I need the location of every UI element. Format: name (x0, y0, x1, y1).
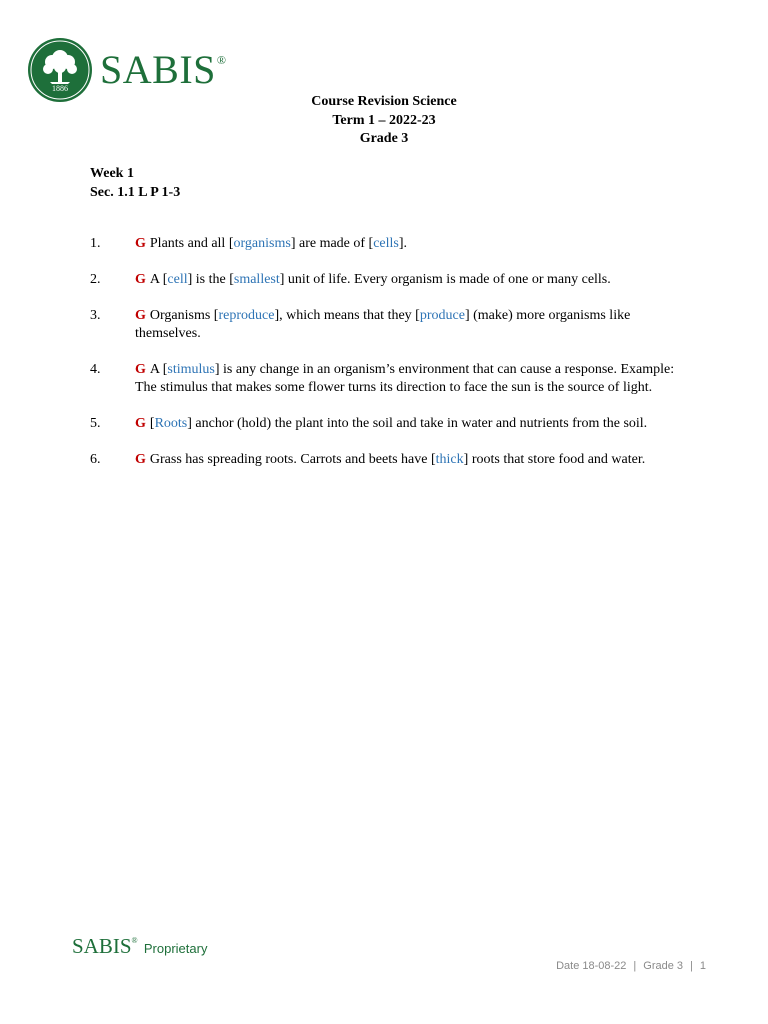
item-text: ] is the [ (187, 272, 234, 287)
item-text: A [ (149, 362, 168, 377)
section-heading (90, 164, 180, 202)
footer-separator: | (633, 960, 637, 972)
brand-name: SABIS® (100, 47, 227, 92)
list-item (90, 307, 680, 343)
item-text: Grass has spreading roots. Carrots and beets have [ (149, 452, 436, 467)
item-text: ] is any change in an organism’s environment that can cause a response. Example: The stimulus that makes some flower turns its direction to face the sun is the source of light. (135, 362, 675, 395)
item-text: ], which means that they [ (274, 308, 420, 323)
answer-word: thick (435, 452, 464, 467)
footer-grade: Grade 3 (643, 960, 684, 972)
answer-word: reproduce (218, 308, 275, 323)
item-number: 4. (90, 362, 101, 377)
footer-proprietary: Proprietary (143, 941, 208, 956)
item-text: ] unit of life. Every organism is made of one or many cells. (279, 272, 611, 287)
term-label: Term 1 – 2022-23 (332, 112, 436, 128)
footer-registered-mark: ® (131, 936, 138, 945)
answer-word: smallest (233, 272, 280, 287)
item-tag: G (135, 416, 146, 431)
item-text: ] (make) more organisms like themselves. (135, 308, 631, 341)
item-tag: G (135, 236, 146, 251)
footer-separator: | (690, 960, 693, 972)
week-label: Week 1 (90, 166, 134, 181)
item-number: 3. (90, 308, 101, 323)
item-number: 2. (90, 272, 101, 287)
registered-mark: ® (216, 53, 227, 67)
footer-brand: SABIS (72, 934, 132, 958)
revision-list (90, 235, 680, 487)
list-item (90, 271, 680, 289)
footer-meta (556, 960, 706, 972)
item-tag: G (135, 452, 146, 467)
section-label: Sec. 1.1 L P 1-3 (90, 185, 181, 200)
seal-year: 1886 (52, 84, 68, 93)
item-number: 5. (90, 416, 101, 431)
item-text: ] are made of [ (290, 236, 374, 251)
footer-date: Date 18-08-22 (556, 960, 627, 972)
item-text: Plants and all [ (149, 236, 234, 251)
list-item (90, 361, 680, 397)
item-text: ] roots that store food and water. (463, 452, 646, 467)
item-tag: G (135, 362, 146, 377)
answer-word: produce (419, 308, 465, 323)
answer-word: cells (373, 236, 399, 251)
grade-label: Grade 3 (359, 131, 409, 146)
answer-word: cell (167, 272, 188, 287)
item-text: A [ (149, 272, 168, 287)
item-text: ]. (398, 236, 408, 251)
item-number: 6. (90, 452, 101, 467)
course-title: Course Revision Science (311, 94, 457, 109)
footer-logo (72, 936, 207, 957)
page-number: 1 (699, 960, 706, 972)
item-tag: G (135, 272, 146, 287)
answer-word: Roots (154, 416, 188, 431)
item-text: Organisms [ (149, 308, 219, 323)
answer-word: organisms (233, 236, 291, 251)
item-number: 1. (90, 236, 101, 251)
list-item (90, 235, 680, 253)
answer-word: stimulus (167, 362, 215, 377)
list-item (90, 415, 680, 433)
item-text: [ (149, 416, 155, 431)
item-text: ] anchor (hold) the plant into the soil and take in water and nutrients from the soil. (187, 416, 648, 431)
document-header (0, 93, 768, 149)
list-item (90, 451, 680, 469)
item-tag: G (135, 308, 146, 323)
